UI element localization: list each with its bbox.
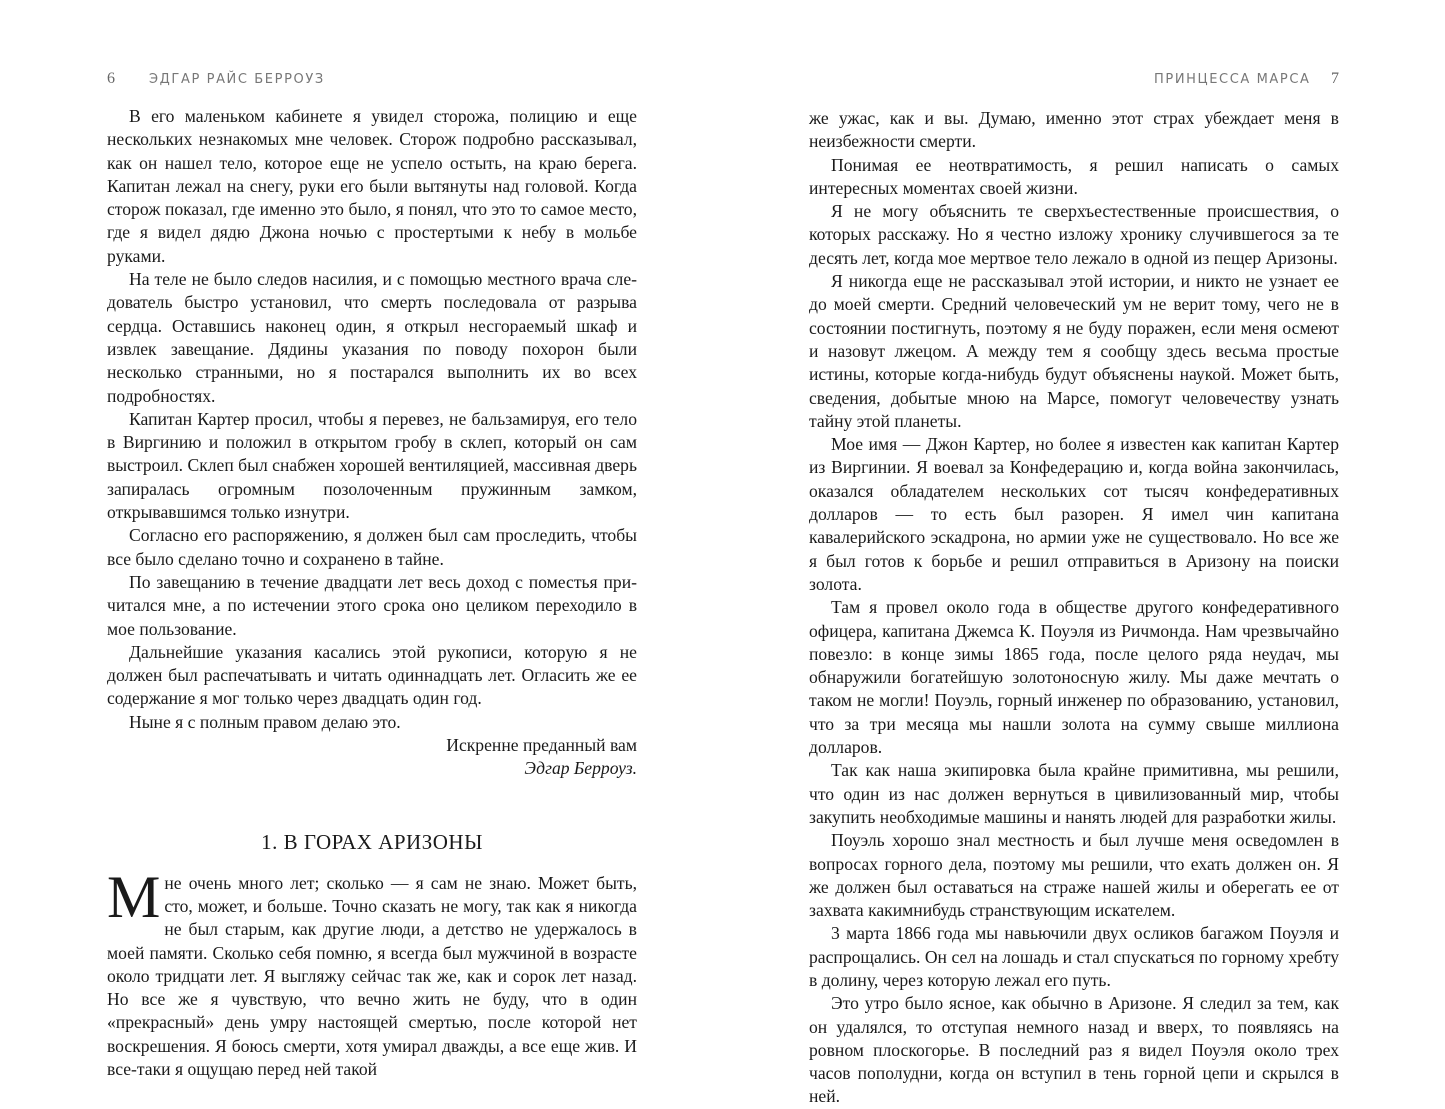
right-running-head: ПРИНЦЕССА МАРСА [1154, 72, 1311, 87]
paragraph: Капитан Картер просил, чтобы я перевез, не бальзамируя, его тело в Виргинию и положил в открытом гробу в склеп, который он сам выстроил. Склеп был снабжен хорошей вентиляцией, массивная дверь запиралась огромным позолоченным пружинным замком, открывавшимся только изнутри. [107, 408, 637, 523]
paragraph: В его маленьком кабинете я увидел сторожа, полицию и еще нескольких незнакомых мне человек. Сторож подробно рассказывал, как он нашел тело, которое еще не успело остыть, на краю берега. Капитан лежал на снегу, руки его были вытянуты над головой. Когда сторож показал, где именно это было, я понял, что это то самое место, где я видел дядю Джона ночью с простертыми к небу в мольбе руками. [107, 106, 637, 266]
right-page [723, 0, 1445, 1107]
paragraph: Я никогда еще не рассказывал этой истории, и никто не узнает ее до моей смерти. Средний человеческий ум не верит тому, чего не в состоянии постигнуть, поэтому я не буду поражен, если меня осмеют и назовут лжецом. А между тем я сообщу здесь весьма простые истины, которые когда-нибудь будут объяснены наукой. Может быть, сведения, добытые мною на Марсе, помогут человечеству узнать тайну этой планеты. [809, 271, 1339, 431]
paragraph: Это утро было ясное, как обычно в Аризоне. Я следил за тем, как он удалялся, то отступая немного назад и вверх, то появляясь на ровном плоскогорье. В последний раз я видел Поуэля около трех часов пополудни, когда он вступил в тень горной цепи и скрылся в ней. [809, 993, 1339, 1107]
signature-closing: Искренне преданный вам [446, 735, 637, 756]
left-page-number: 6 [107, 70, 115, 87]
paragraph: По завещанию в течение двадцати лет весь доход с поместья причитался мне, а по истечении этого срока оно целиком переходило в мое пользование. [107, 571, 637, 639]
left-body-text [107, 105, 637, 1081]
chapter-first-paragraph-text: не очень много лет; сколько — я сам не знаю. Может быть, сто, может, и больше. Точно сказать не могу, так как я никогда не был старым, как другие люди, а детство не удержалось в моей памяти. Сколько себя помню, я всегда был мужчиной в возрасте около тридцати лет. Я выгляжу сейчас так же, как и сорок лет назад. Но все же я чувствую, что вечно жить не буду, что в один «прекрасный» день умру настоящей смертью, после которой нет воскрешения. Я боюсь смерти, хотя умирал дважды, а все еще жив. И все-таки я ощущаю перед ней такой [107, 872, 637, 1079]
left-running-head: ЭДГАР РАЙС БЕРРОУЗ [149, 72, 325, 87]
letter-signature [107, 734, 637, 781]
paragraph: Мое имя — Джон Картер, но более я известен как капитан Картер из Виргинии. Я воевал за Конфедерацию и, когда война закончилась, оказался обладателем нескольких сот тысяч конфедеративных долларов — то есть был разорен. Я имел чин капитана кавалерийского эскадрона, но армии уже не существовало. Но все же я был готов к борьбе и решил отправиться в Аризону на поиски золота. [809, 434, 1339, 594]
paragraph: 3 марта 1866 года мы навьючили двух осликов багажом Поуэля и распрощались. Он сел на лошадь и стал спускаться по горному хребту в долину, через которую лежал его путь. [809, 923, 1339, 990]
chapter-first-paragraph [107, 863, 637, 1082]
paragraph: Согласно его распоряжению, я должен был сам проследить, чтобы все было сделано точно и сохранено в тайне. [107, 525, 637, 569]
paragraph: Дальнейшие указания касались этой рукописи, которую я не должен был распечатывать и читать одиннадцать лет. Огласить же ее содержание я мог только через двадцать один год. [107, 641, 637, 709]
paragraph: Там я провел около года в обществе другого конфедеративного офицера, капитана Джемса К. Поуэля из Ричмонда. Нам чрезвычайно повезло: в конце зимы 1865 года, после целого ряда неудач, мы обнаружили богатейшую золотоносную жилу. Мы даже мечтать о таком не могли! Поуэль, горный инженер по образованию, установил, что за три месяца мы нашли золота на сумму свыше миллиона долларов. [809, 597, 1339, 758]
paragraph: Я не могу объяснить те сверхъестественные происшествия, о которых расскажу. Но я честно изложу хронику случившегося за те десять лет, когда мое мертвое тело лежало в одной из пещер Аризоны. [809, 201, 1339, 268]
paragraph: Ныне я с полным правом делаю это. [129, 711, 401, 732]
right-page-number: 7 [1331, 70, 1339, 87]
paragraph: Понимая ее неотвратимость, я решил написать о самых интересных моментах своей жизни. [809, 154, 1339, 198]
paragraph: Поуэль хорошо знал местность и был лучше меня осведомлен в вопросах горного дела, поэтому мы решили, что ехать должен он. Я же должен был оставаться на страже нашей жилы и оберегать ее от захвата какимнибудь странствующим искателем. [809, 830, 1339, 921]
chapter-title: 1. В ГОРАХ АРИЗОНЫ [261, 829, 483, 854]
drop-cap: М [107, 863, 161, 930]
paragraph: На теле не было следов насилия, и с помощью местного врача следователь быстро установил, что смерть последовала от разрыва сердца. Оставшись наконец один, я открыл несгораемый шкаф и извлек завещание. Дядины указания по поводу похорон были несколько странными, но я постарался выполнить их во всех подробностях. [107, 269, 637, 406]
left-page [0, 0, 722, 1079]
continuation-paragraph: же ужас, как и вы. Думаю, именно этот страх убеждает меня в неизбежности смерти. [809, 108, 1339, 152]
paragraph: Так как наша экипировка была крайне примитивна, мы решили, что один из нас должен вернуться в цивилизованный мир, чтобы закупить необходимые машины и нанять людей для разработки жилы. [809, 760, 1339, 827]
signature-name: Эдгар Берроуз. [524, 758, 637, 779]
right-body-text [809, 107, 1339, 1109]
